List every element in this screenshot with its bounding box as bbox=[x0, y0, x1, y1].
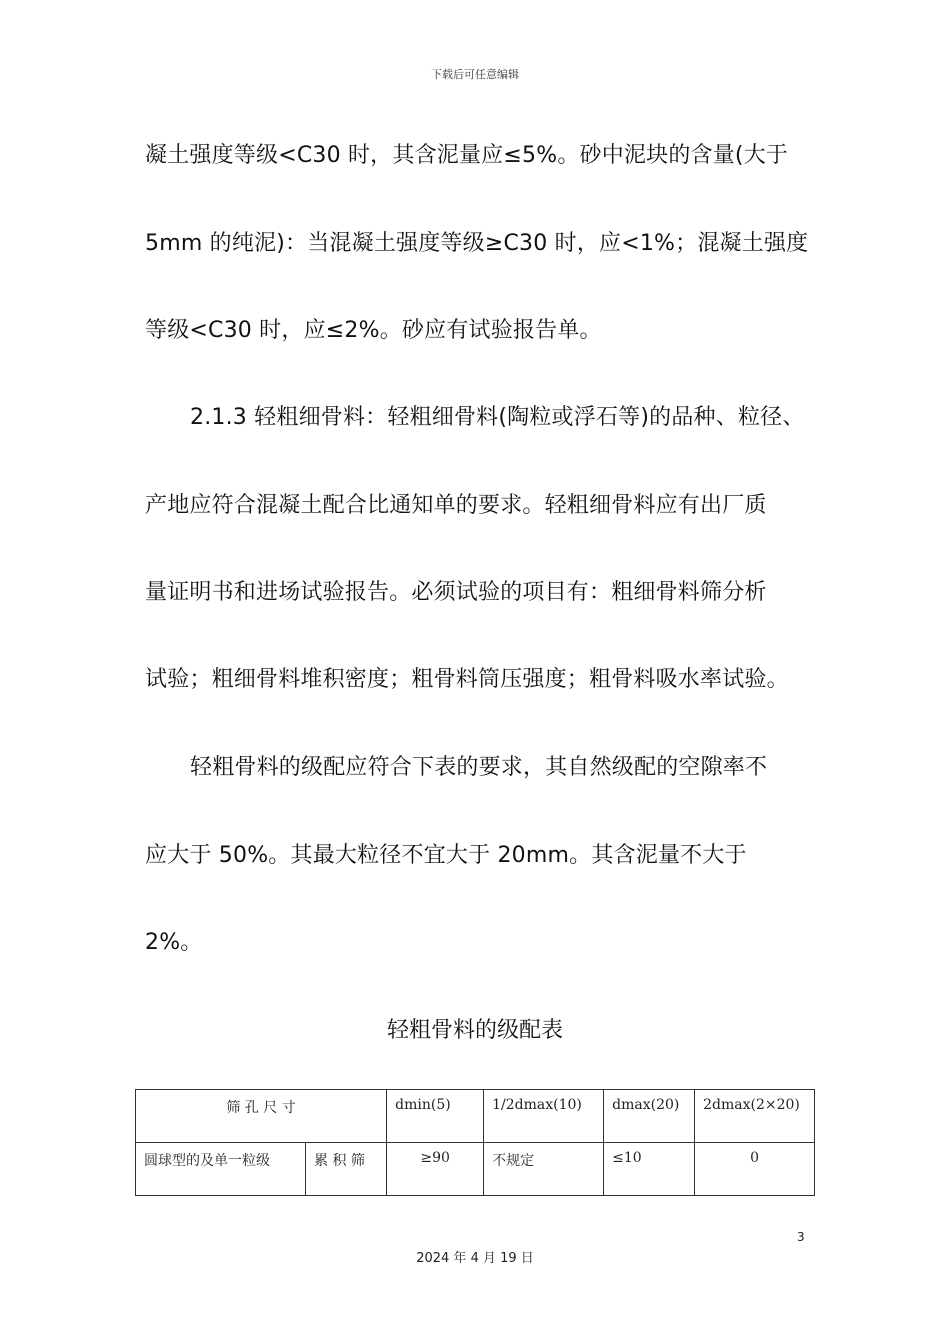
table-cell: ≤10 bbox=[604, 1143, 695, 1196]
page-header: 下载后可任意编辑 bbox=[431, 68, 519, 81]
paragraph-line: 产地应符合混凝土配合比通知单的要求。轻粗细骨料应有出厂质 bbox=[145, 493, 767, 518]
table-header-row bbox=[136, 1090, 815, 1143]
table-cell: 筛 孔 尺 寸 bbox=[136, 1090, 387, 1143]
paragraph-line: 量证明书和进场试验报告。必须试验的项目有：粗细骨料筛分析 bbox=[145, 580, 767, 605]
paragraph-line: 等级<C30 时，应≤2%。砂应有试验报告单。 bbox=[145, 318, 602, 343]
table-cell: 圆球型的及单一粒级 bbox=[136, 1143, 306, 1196]
table-cell: dmax(20) bbox=[604, 1090, 695, 1143]
table-caption: 轻粗骨料的级配表 bbox=[386, 1018, 563, 1043]
paragraph-line: 轻粗骨料的级配应符合下表的要求，其自然级配的空隙率不 bbox=[190, 755, 768, 780]
table-cell: dmin(5) bbox=[387, 1090, 484, 1143]
table-cell: 2dmax(2×20) bbox=[695, 1090, 815, 1143]
footer-date: 2024 年 4 月 19 日 bbox=[416, 1251, 534, 1266]
paragraph-line: 凝土强度等级<C30 时，其含泥量应≤5%。砂中泥块的含量(大于 bbox=[145, 143, 789, 168]
table-cell: 不规定 bbox=[484, 1143, 604, 1196]
page-number: 3 bbox=[797, 1230, 805, 1244]
table-cell: 0 bbox=[695, 1143, 815, 1196]
paragraph-line: 2%。 bbox=[145, 930, 203, 955]
table-cell: ≥90 bbox=[387, 1143, 484, 1196]
paragraph-line: 试验；粗细骨料堆积密度；粗骨料筒压强度；粗骨料吸水率试验。 bbox=[145, 667, 789, 692]
grading-table bbox=[135, 1089, 815, 1196]
table-cell: 累 积 筛 bbox=[306, 1143, 387, 1196]
paragraph-line: 2.1.3 轻粗细骨料：轻粗细骨料(陶粒或浮石等)的品种、粒径、 bbox=[190, 405, 805, 430]
paragraph-line: 应大于 50%。其最大粒径不宜大于 20mm。其含泥量不大于 bbox=[145, 843, 747, 868]
paragraph-line: 5mm 的纯泥)：当混凝土强度等级≥C30 时，应<1%；混凝土强度 bbox=[145, 231, 809, 256]
table-cell: 1/2dmax(10) bbox=[484, 1090, 604, 1143]
table-row bbox=[136, 1143, 815, 1196]
